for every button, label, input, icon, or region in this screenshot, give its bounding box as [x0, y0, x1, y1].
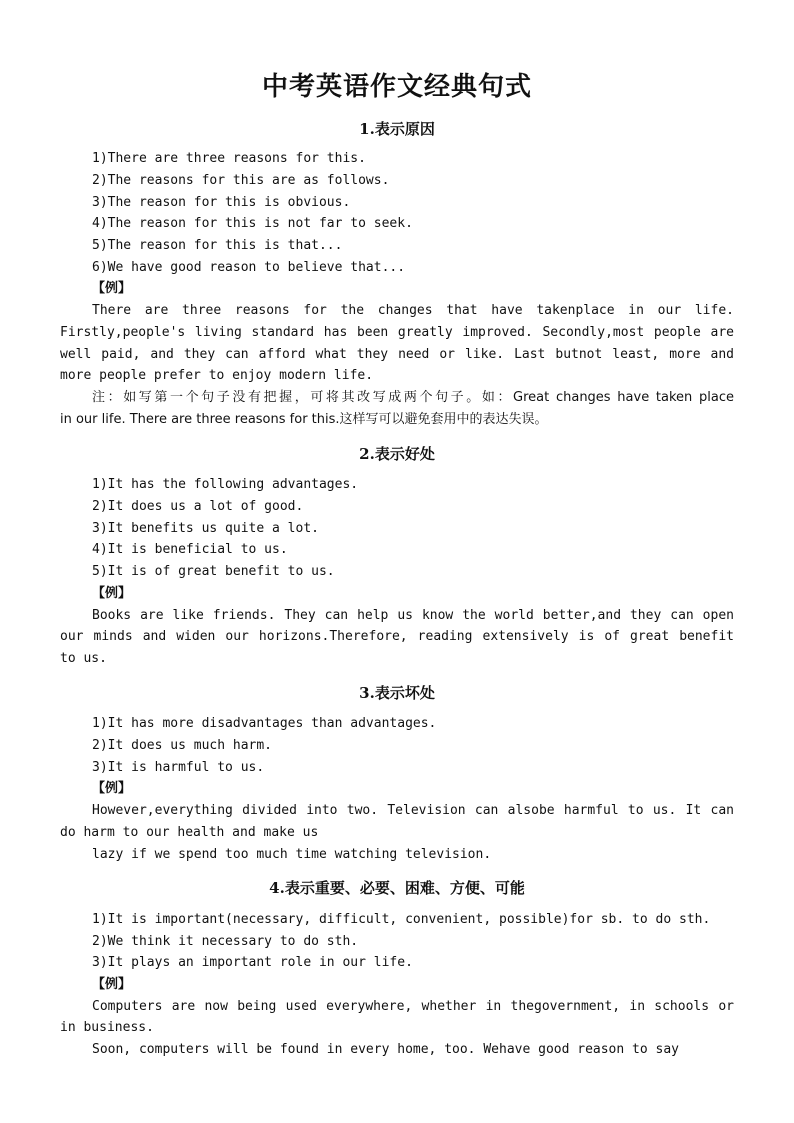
example-line: do harm to our health and make us — [60, 825, 319, 840]
example-label: 【例】 — [92, 586, 132, 601]
section-heading-importance: 4.表示重要、必要、困难、方便、可能 — [269, 879, 525, 897]
list-item: 2)It does us much harm. — [92, 738, 273, 753]
list-item: 4)The reason for this is not far to seek. — [92, 216, 413, 231]
example-line: Firstly,people's living standard has been greatly improved. Secondly,most people are — [60, 325, 734, 340]
list-item: 3)It plays an important role in our life. — [92, 955, 413, 970]
list-item: 6)We have good reason to believe that... — [92, 260, 406, 275]
example-line: Books are like friends. They can help us know the world better,and they can open — [92, 608, 734, 623]
example-label: 【例】 — [92, 281, 132, 296]
section-heading-disadvantages: 3.表示坏处 — [359, 684, 435, 702]
section-heading-advantages: 2.表示好处 — [359, 445, 435, 463]
example-line: our minds and widen our horizons.Therefore, reading extensively is of great benefit — [60, 629, 734, 644]
list-item: 3)It is harmful to us. — [92, 760, 265, 775]
example-line: There are three reasons for the changes that have takenplace in our life. — [92, 303, 734, 318]
list-item: 2)It does us a lot of good. — [92, 499, 304, 514]
list-item: 3)It benefits us quite a lot. — [92, 521, 319, 536]
list-item: 4)It is beneficial to us. — [92, 542, 288, 557]
example-line: Computers are now being used everywhere, whether in thegovernment, in schools or — [92, 999, 734, 1014]
note-line: in our life. There are three reasons for this.这样写可以避免套用中的表达失误。 — [60, 412, 548, 427]
example-label: 【例】 — [92, 977, 132, 992]
list-item: 1)It has the following advantages. — [92, 477, 359, 492]
list-item: 5)The reason for this is that... — [92, 238, 343, 253]
note-line: 注：如写第一个句子没有把握，可将其改写成两个句子。如：Great changes have taken place — [92, 390, 734, 405]
example-line: However,everything divided into two. Television can alsobe harmful to us. It can — [92, 803, 734, 818]
list-item: 1)There are three reasons for this. — [92, 151, 366, 166]
document-title: 中考英语作文经典句式 — [261, 72, 532, 102]
example-line: Soon, computers will be found in every home, too. Wehave good reason to say — [92, 1042, 679, 1057]
list-item: 2)The reasons for this are as follows. — [92, 173, 390, 188]
list-item: 2)We think it necessary to do sth. — [92, 934, 359, 949]
list-item: 1)It has more disadvantages than advantages. — [92, 716, 437, 731]
example-line: well paid, and they can afford what they need or like. Last butnot least, more and — [60, 347, 734, 362]
example-line: in business. — [60, 1020, 154, 1035]
example-line: more people prefer to enjoy modern life. — [60, 368, 374, 383]
example-label: 【例】 — [92, 781, 132, 796]
list-item: 3)The reason for this is obvious. — [92, 195, 351, 210]
example-line: to us. — [60, 651, 107, 666]
list-item: 1)It is important(necessary, difficult, convenient, possible)for sb. to do sth. — [92, 912, 711, 927]
example-line: lazy if we spend too much time watching television. — [92, 847, 492, 862]
list-item: 5)It is of great benefit to us. — [92, 564, 335, 579]
section-heading-reasons: 1.表示原因 — [359, 120, 435, 138]
